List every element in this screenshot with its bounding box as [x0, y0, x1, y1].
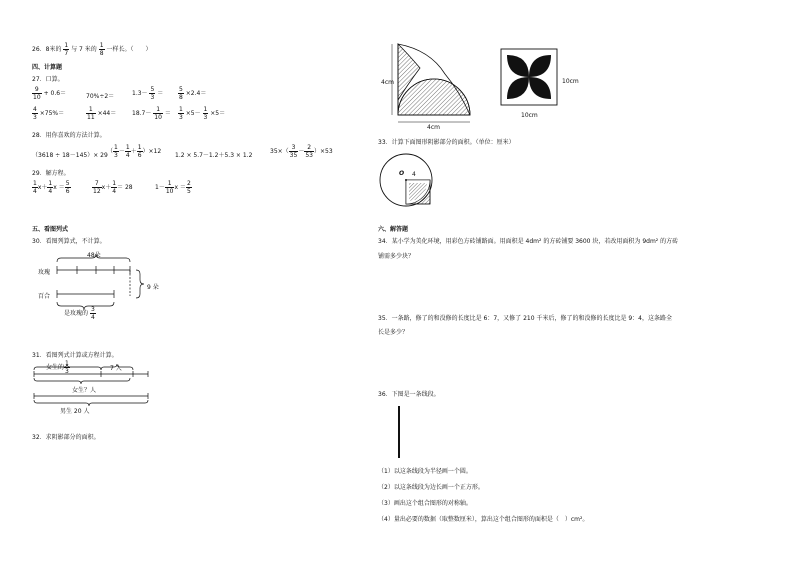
- q26-text: 26．8米的: [32, 46, 62, 53]
- q26-end-text: 一样长。（ ）: [106, 46, 152, 53]
- q28-expr-a: （3618 ÷ 18－145）× 29: [32, 152, 108, 159]
- calc-item: $\frac{5}{8}$ ×2.4＝: [179, 86, 207, 101]
- figure-petal-square: [500, 48, 560, 108]
- q36-part-2: （2）以这条线段为边长画一个正方形。: [378, 484, 484, 491]
- fig2-side-label: 10cm: [562, 78, 579, 85]
- question-36: 36．下图是一条线段。: [378, 391, 440, 398]
- equation-2: $\frac{7}{12}$ x＋ $\frac{1}{4}$ ＝ 28: [93, 180, 133, 195]
- d30-bottom-label: 是玫瑰的 $\frac{3}{4}$: [64, 306, 95, 321]
- d30-lily-label: 百合: [38, 293, 51, 300]
- d31-seven-label: 7 人: [110, 365, 122, 372]
- calc-item: $\frac{9}{10}$ + 0.6＝: [33, 86, 67, 101]
- question-26: [32, 42, 151, 57]
- d30-top-label: 48朵: [87, 252, 101, 259]
- fig3-center-label: O: [399, 170, 405, 177]
- q36-part-3: （3）画出这个组合图形的对称轴。: [378, 500, 472, 507]
- d30-rose-label: 玫瑰: [38, 269, 51, 276]
- d31-girl-question: 女生？人: [72, 387, 97, 394]
- calc-item: $\frac{4}{3}$ ×75%＝: [33, 106, 65, 121]
- d31-boy-label: 男生 20 人: [60, 408, 90, 415]
- q36-part-1: （1）以这条线段为半径画一个圆。: [378, 468, 472, 475]
- question-27: 27．口算。: [32, 76, 64, 83]
- question-34-line1: 34．某小学为美化环境，用彩色方砖铺路面。用面积是 4dm² 的方砖铺要 3600 块，若改用面积为 9dm² 的方砖: [378, 238, 679, 245]
- question-31: 31．看图列式计算或方程计算。: [32, 352, 118, 359]
- figure-circle-square: [376, 150, 436, 210]
- question-30: 30．看图列算式，不计算。: [32, 238, 106, 245]
- fig1-side-label: 4cm: [381, 79, 394, 86]
- q28-expr-d: 35×（ $\frac{3}{35}$ － $\frac{2}{53}$ ）×53: [270, 144, 333, 159]
- question-33: 33．计算下面图形阴影部分的面积。（单位：厘米）: [378, 139, 515, 146]
- question-34-line2: 铺需多少块？: [378, 253, 415, 260]
- figure-shaded-square-arcs: [390, 40, 490, 130]
- fig2-bottom-label: 10cm: [521, 112, 538, 119]
- section-4-heading: 四、计算题: [32, 64, 63, 71]
- q26-fraction-1: $\frac{1}{7}$: [64, 42, 69, 57]
- question-32: 32．求阴影部分的面积。: [32, 434, 100, 441]
- q28-expr-c: 1.2 × 5.7－1.2＋5.3 × 1.2: [175, 152, 253, 159]
- q28-expr-b: （ $\frac{1}{3}$ － $\frac{1}{4}$ ＋ $\frac{1}{6}$ ）×12: [107, 144, 162, 159]
- calc-item: $\frac{1}{3}$ ×5－ $\frac{1}{3}$ ×5＝: [179, 106, 226, 121]
- section-6-heading: 六、解答题: [378, 226, 409, 233]
- question-29: 29．解方程。: [32, 170, 70, 177]
- d30-brace-label: 9 朵: [147, 284, 159, 291]
- fig3-radius-label: 4: [412, 171, 416, 178]
- d31-girl-label: 女生的 $\frac{1}{3}$: [46, 360, 69, 375]
- fig1-bottom-label: 4cm: [427, 124, 440, 131]
- question-35-line2: 长是多少？: [378, 329, 409, 336]
- calc-item: 1.3－ $\frac{5}{3}$ ＝: [132, 86, 164, 101]
- question-28: 28．用你喜欢的方法计算。: [32, 132, 106, 139]
- calc-item: $\frac{1}{11}$ ×44＝: [87, 106, 117, 121]
- calc-item: 18.7－ $\frac{1}{10}$ ＝: [132, 106, 171, 121]
- section-5-heading: 五、看图列式: [32, 226, 69, 233]
- q36-part-4: （4）量出必要的数据（取整数厘米），算出这个组合图形的面积是（ ）cm²。: [378, 516, 589, 523]
- question-35-line1: 35．一条路，修了的和没修的长度比是 6：7，又修了 210 千米后，修了的和没修的长度比是 9：4，这条路全: [378, 315, 672, 322]
- equation-3: 1－ $\frac{1}{10}$ x ＝ $\frac{2}{5}$: [155, 180, 191, 195]
- line-segment: [398, 406, 400, 458]
- equation-1: $\frac{1}{4}$ x＋ $\frac{1}{4}$ x ＝ $\frac{5}{6}$: [33, 180, 70, 195]
- q26-fraction-2: $\frac{1}{8}$: [99, 42, 104, 57]
- q26-mid-text: 与 7 米的: [71, 46, 97, 53]
- calc-item: 70%÷2＝: [86, 93, 115, 100]
